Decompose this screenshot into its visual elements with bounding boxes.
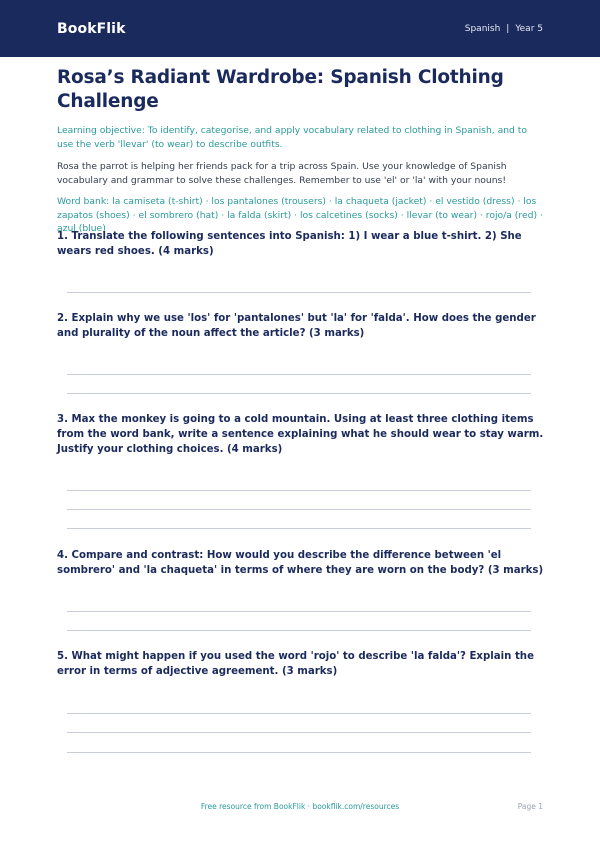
page-footer bbox=[0, 802, 600, 814]
question-1: 1. Translate the following sentences into Spanish: 1) I wear a blue t-shirt. 2) She wears red shoes. (4 marks) bbox=[57, 231, 522, 257]
page-header bbox=[0, 0, 600, 57]
answer-line[interactable] bbox=[67, 713, 531, 714]
page-number: Page 1 bbox=[517, 802, 543, 811]
answer-line[interactable] bbox=[67, 732, 531, 733]
answer-line[interactable] bbox=[67, 292, 531, 293]
word-bank: Word bank: la camiseta (t-shirt) · los pantalones (trousers) · la chaqueta (jacket) · el vestido (dress) · los zapatos (shoes) · el sombrero (hat) · la falda (skirt) · los calcetines (socks) · llevar (to wear) · rojo/a (red) · azul (blue) bbox=[57, 196, 543, 234]
separator: | bbox=[506, 23, 510, 34]
worksheet-intro bbox=[57, 64, 543, 236]
intro-paragraph: Rosa the parrot is helping her friends pack for a trip across Spain. Use your knowledge of Spanish vocabulary and grammar to solve these challenges. Remember to use 'el' or 'la' with your nouns! bbox=[57, 161, 507, 186]
learning-objective: Learning objective: To identify, categorise, and apply vocabulary related to clothing in Spanish, and to use the verb 'llevar' (to wear) to describe outfits. bbox=[57, 125, 528, 150]
answer-line[interactable] bbox=[67, 490, 531, 491]
worksheet-title: Rosa’s Radiant Wardrobe: Spanish Clothing Challenge bbox=[57, 67, 504, 112]
answer-line[interactable] bbox=[67, 752, 531, 753]
answer-line[interactable] bbox=[67, 528, 531, 529]
question-5: 5. What might happen if you used the word 'rojo' to describe 'la falda'? Explain the error in terms of adjective agreement. (3 marks) bbox=[57, 651, 534, 677]
footer-source-link[interactable]: Free resource from BookFlik · bookflik.com/resources bbox=[200, 802, 400, 811]
subject-year-label bbox=[465, 24, 543, 34]
brand-logo[interactable]: BookFlik bbox=[57, 20, 126, 37]
answer-line[interactable] bbox=[67, 393, 531, 394]
answer-line[interactable] bbox=[67, 374, 531, 375]
year-label: Year 5 bbox=[515, 23, 543, 34]
question-3: 3. Max the monkey is going to a cold mountain. Using at least three clothing items from the word bank, write a sentence explaining what he should wear to stay warm. Justify your clothing choices. (4 marks) bbox=[57, 414, 544, 455]
subject-label: Spanish bbox=[464, 23, 501, 34]
answer-line[interactable] bbox=[67, 630, 531, 631]
question-2: 2. Explain why we use 'los' for 'pantalones' but 'la' for 'falda'. How does the gender and plurality of the noun affect the article? (3 marks) bbox=[57, 313, 536, 339]
answer-line[interactable] bbox=[67, 611, 531, 612]
question-4: 4. Compare and contrast: How would you describe the difference between 'el sombrero' and 'la chaqueta' in terms of where they are worn on the body? (3 marks) bbox=[57, 550, 544, 576]
answer-line[interactable] bbox=[67, 509, 531, 510]
